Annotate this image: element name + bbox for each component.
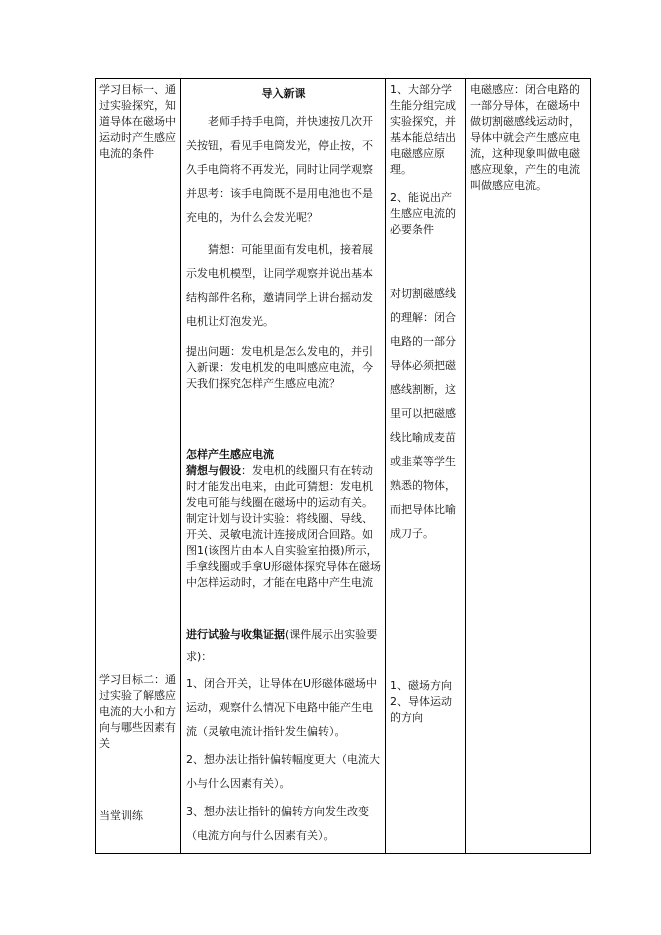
table-right-border (590, 78, 591, 854)
step-1: 1、闭合开关，让导体在U形磁体磁场中运动，观察什么情况下电路中能产生电流（灵敏电流计指针发生偏转）。 (186, 677, 378, 738)
table-top-border (95, 78, 591, 79)
learning-goal-1: 学习目标一、通过实验探究，知道导体在磁场中运动时产生感应电流的条件 (99, 83, 176, 160)
guess-intro-text: 猜想：可能里面有发电机，接着展示发电机模型，让同学观察并说出基本结构部件名称，邀请同学上讲台摇动发电机让灯泡发光。 (186, 243, 373, 328)
intro-text: 老师手持手电筒，并快速按几次开关按钮，看见手电筒发光，停止按，不久手电筒将不再发光，同时让同学观察并思考：该手电筒既不是用电池也不是充电的，为什么会发光呢？ (186, 115, 373, 224)
intro-paragraph (186, 110, 382, 230)
practice-label: 当堂训练 (99, 809, 143, 822)
experiment-text: (课件展示出实验要求)： (186, 628, 378, 663)
guess-paragraph (186, 238, 382, 334)
col-divider-2 (385, 78, 386, 854)
hypothesis-text: ：发电机的线圈只有在转动时才能发出电来，由此可猜想：发电机发电可能与线圈在磁场中的运动有关。制定计划与设计实验：将线圈、导线、开关、灵敏电流计连接成闭合回路。如图1(该图片由本人自实验室拍摄)所示，手拿线圈或手拿U形磁体探究导体在磁场中怎样运动时，才能在电路中产生电流 (186, 464, 382, 589)
step-2: 2、想办法让指针偏转幅度更大（电流大小与什么因素有关）。 (186, 753, 380, 790)
learning-goal-2: 学习目标二：通过实验了解感应电流的大小和方向与哪些因素有关 (99, 673, 176, 750)
section-heading-intro: 导入新课 (261, 87, 306, 100)
table-left-border (95, 78, 96, 854)
activity-4: 1、磁场方向 2、导体运动的方向 (390, 679, 452, 724)
activity-2: 2、能说出产生感应电流的必要条件 (390, 191, 456, 236)
col-divider-3 (465, 78, 466, 854)
step-3: 3、想办法让指针的偏转方向发生改变（电流方向与什么因素有关）。 (186, 805, 369, 842)
question-paragraph: 提出问题：发电机是怎么发电的，并引入新课：发电机发的电叫感应电流，今天我们探究怎样产生感应电流？ (186, 345, 373, 390)
activity-1: 1、大部分学生能分组完成实验探究，并基本能总结出电磁感应原理。 (390, 83, 456, 176)
activity-3: 对切割磁感线的理解：闭合电路的一部分导体必须把磁感线割断，这里可以把磁感线比喻成麦苗或韭菜等学生熟悉的物体，而把导体比喻成刀子。 (390, 287, 456, 540)
experiment-label: 进行试验与收集证据 (186, 628, 285, 641)
hypothesis-label: 猜想与假设 (186, 464, 241, 477)
table-bottom-border (95, 853, 591, 854)
experiment-block (186, 624, 382, 668)
section-title-induction: 怎样产生感应电流 (186, 448, 274, 461)
definition-text: 电磁感应：闭合电路的一部分导体，在磁场中做切割磁感线运动时，导体中就会产生感应电流，这种现象叫做电磁感应现象，产生的电流叫做感应电流。 (470, 83, 580, 192)
hypothesis-block (186, 463, 382, 591)
col-divider-1 (180, 78, 181, 854)
